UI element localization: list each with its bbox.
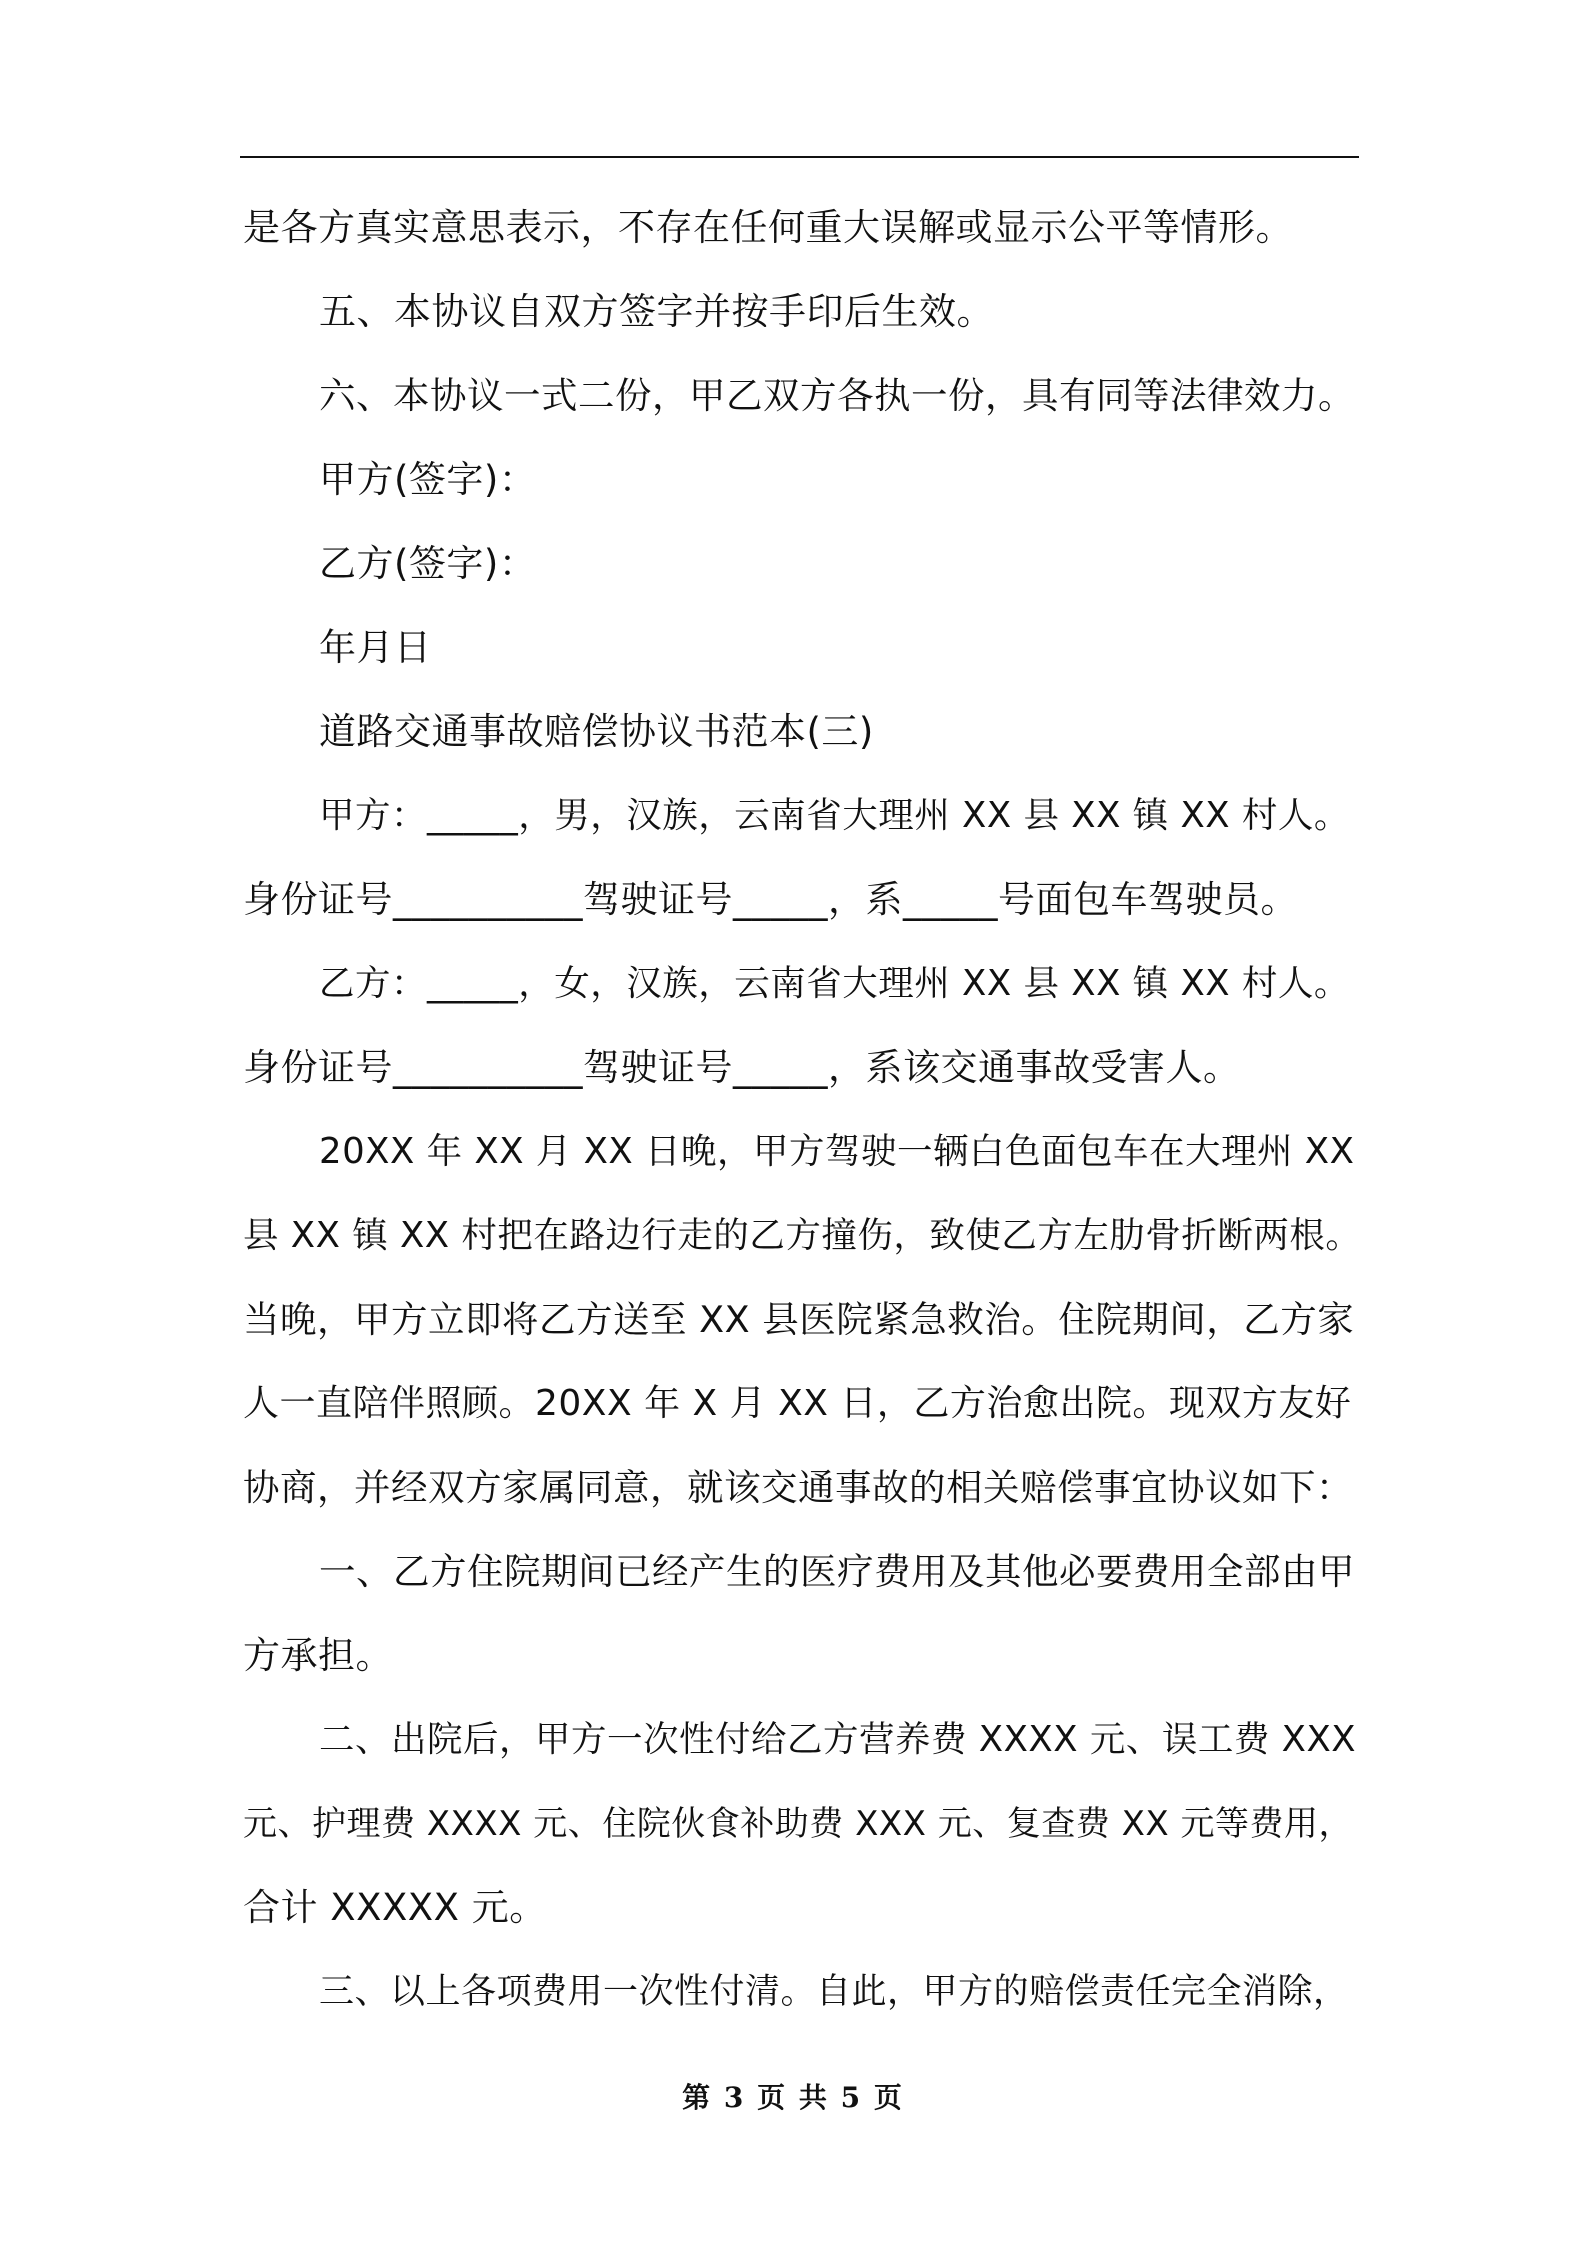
- clause-one: 方承担。: [243, 1634, 393, 1677]
- clause-six: 六、本协议一式二份，甲乙双方各执一份，具有同等法律效力。: [319, 374, 1355, 417]
- party-a-id: 身份证号__________驾驶证号_____，系_____号面包车驾驶员。: [243, 878, 1298, 921]
- clause-one: 一、乙方住院期间已经产生的医疗费用及其他必要费用全部由甲: [319, 1550, 1355, 1593]
- section-title: 道路交通事故赔偿协议书范本(三): [319, 710, 874, 753]
- body-line: 是各方真实意思表示，不存在任何重大误解或显示公平等情形。: [243, 206, 1293, 249]
- page-indicator: 第 3 页 共 5 页: [682, 2081, 904, 2114]
- party-b-id: 身份证号__________驾驶证号_____，系该交通事故受害人。: [243, 1046, 1241, 1089]
- incident-line: 20XX 年 XX 月 XX 日晚，甲方驾驶一辆白色面包车在大理州 XX: [319, 1131, 1355, 1172]
- party-b-info: 乙方：_____，女，汉族，云南省大理州 XX 县 XX 镇 XX 村人。: [319, 963, 1350, 1004]
- clause-five: 五、本协议自双方签字并按手印后生效。: [319, 290, 994, 333]
- clause-two: 合计 XXXXX 元。: [243, 1886, 547, 1929]
- incident-line: 协商，并经双方家属同意，就该交通事故的相关赔偿事宜协议如下：: [243, 1466, 1353, 1509]
- incident-line: 人一直陪伴照顾。20XX 年 X 月 XX 日，乙方治愈出院。现双方友好: [243, 1383, 1352, 1424]
- clause-two: 元、护理费 XXXX 元、住院伙食补助费 XXX 元、复查费 XX 元等费用，: [243, 1804, 1353, 1844]
- date-line: 年月日: [319, 626, 432, 669]
- header-rule: [240, 156, 1359, 158]
- clause-three: 三、以上各项费用一次性付清。自此，甲方的赔偿责任完全消除，: [319, 1972, 1349, 2012]
- party-b-signature: 乙方(签字)：: [319, 542, 537, 585]
- clause-two: 二、出院后，甲方一次性付给乙方营养费 XXXX 元、误工费 XXX: [319, 1719, 1357, 1760]
- document-body: [243, 186, 1361, 2034]
- incident-line: 当晚，甲方立即将乙方送至 XX 县医院紧急救治。住院期间，乙方家: [243, 1298, 1355, 1341]
- incident-line: 县 XX 镇 XX 村把在路边行走的乙方撞伤，致使乙方左肋骨折断两根。: [243, 1215, 1362, 1256]
- party-a-info: 甲方：_____，男，汉族，云南省大理州 XX 县 XX 镇 XX 村人。: [319, 795, 1350, 836]
- party-a-signature: 甲方(签字)：: [319, 458, 537, 501]
